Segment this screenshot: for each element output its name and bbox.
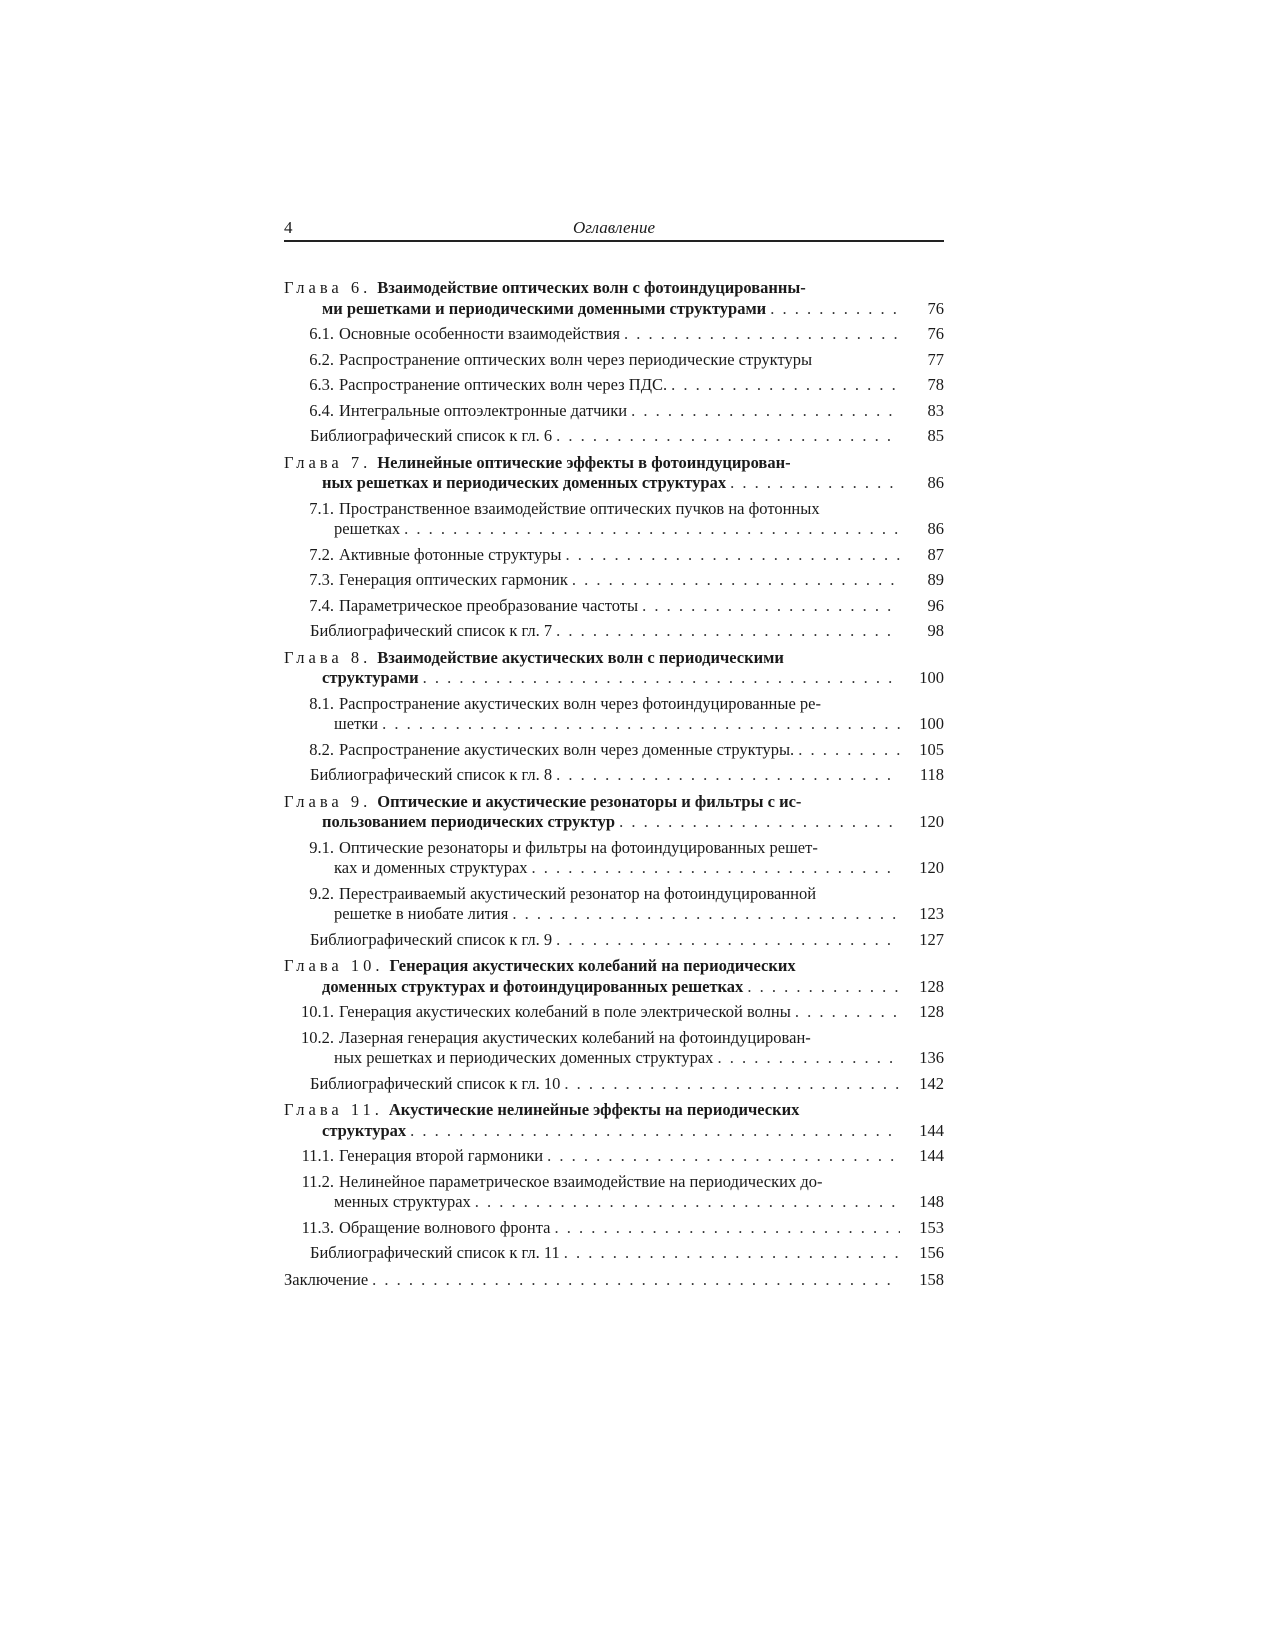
toc-section-9-2[interactable] [284,884,944,925]
chapter-6 [284,278,944,447]
chapter-prefix: Глава 7. [284,452,372,472]
bibliography-title: Библиографический список к гл. 8 [310,765,553,784]
toc-section-11-2[interactable] [284,1172,944,1213]
chapter-title-line2: пользованием периодических структур [322,812,616,831]
bibliography-title: Библиографический список к гл. 10 [310,1073,561,1093]
chapter-page: 86 [927,473,944,492]
dot-leader [564,1074,900,1095]
section-page: 120 [919,858,944,877]
dot-leader [572,570,900,591]
section-page: 96 [927,595,944,615]
dot-leader [770,299,900,320]
conclusion-title: Заключение [284,1269,369,1289]
section-number: 7.2. [309,544,334,564]
chapter-title-line1: Генерация акустических колебаний на периодических [389,956,796,975]
section-title: Распространение оптических волн через ПДС. [339,375,668,394]
bibliography-page: 142 [919,1073,944,1093]
chapter-page: 144 [919,1120,944,1140]
running-title: Оглавление [572,218,656,237]
toc-section-7-2[interactable] [284,545,944,566]
section-title-line1: Лазерная генерация акустических колебаний на фотоиндуцирован- [339,1027,811,1047]
dot-leader [717,1048,900,1069]
chapter-prefix: Глава 11. [284,1100,383,1119]
dot-leader [554,1218,900,1239]
toc-bibliography-9[interactable] [284,930,944,951]
toc-section-6-3[interactable] [284,375,944,396]
bibliography-page: 118 [919,765,944,784]
chapter-title-line1: Взаимодействие оптических волн с фотоиндуцированны- [377,278,806,297]
section-title: Основные особенности взаимодействия [339,324,620,343]
section-number: 6.3. [309,375,334,394]
bibliography-title: Библиографический список к гл. 7 [310,621,553,640]
bibliography-title: Библиографический список к гл. 11 [310,1243,560,1262]
section-page: 83 [927,400,944,420]
chapter-page: 128 [919,976,944,996]
dot-leader [512,904,900,925]
chapter-page: 100 [919,668,944,687]
section-title: Обращение волнового фронта [339,1217,551,1237]
chapter-heading[interactable] [284,278,944,319]
chapter-title-line1: Акустические нелинейные эффекты на периодических [388,1100,800,1119]
section-number: 9.1. [309,837,334,857]
toc-section-10-2[interactable] [284,1028,944,1069]
chapter-title-line2: структурах [322,1120,407,1140]
chapter-title-line1: Нелинейные оптические эффекты в фотоиндуцирован- [377,452,791,472]
toc-bibliography-8[interactable] [284,765,944,786]
toc-section-8-2[interactable] [284,740,944,761]
chapter-title-line1: Оптические и акустические резонаторы и фильтры с ис- [377,791,802,811]
section-page: 128 [919,1002,944,1021]
section-title: Активные фотонные структуры [339,544,562,564]
bibliography-page: 156 [919,1243,944,1262]
section-title-line1: Перестраиваемый акустический резонатор на фотоиндуцированной [339,883,817,903]
dot-leader [556,621,900,642]
dot-leader [795,1002,900,1023]
section-title: Генерация акустических колебаний в поле электрической волны [339,1002,791,1021]
section-title: Параметрическое преобразование частоты [339,595,639,615]
section-title: Распространение оптических волн через периодические структуры [339,349,813,369]
section-title: Генерация оптических гармоник [339,570,568,589]
bibliography-title: Библиографический список к гл. 6 [310,426,553,445]
section-number: 8.2. [309,739,334,759]
section-page: 78 [927,375,944,394]
dot-leader [556,930,900,951]
section-title-line1: Нелинейное параметрическое взаимодействие на периодических до- [339,1171,823,1191]
toc-conclusion[interactable] [284,1270,944,1291]
section-number: 9.2. [309,883,334,903]
bibliography-page: 85 [927,426,944,445]
dot-leader [372,1270,900,1291]
dot-leader [631,401,900,422]
toc-section-6-2[interactable] [284,350,944,371]
section-title-line2: шетки [334,714,379,733]
toc-section-10-1[interactable] [284,1002,944,1023]
chapter-title-line2: структурами [322,668,419,687]
bibliography-page: 127 [919,929,944,949]
toc-section-7-3[interactable] [284,570,944,591]
toc-section-7-1[interactable] [284,499,944,540]
chapter-title-line1: Взаимодействие акустических волн с периодическими [377,647,784,667]
section-number: 6.1. [309,324,334,343]
section-page: 144 [919,1146,944,1165]
chapter-prefix: Глава 6. [284,278,372,297]
chapter-title-line2: ных решетках и периодических доменных структурах [322,473,727,492]
toc-bibliography-6[interactable] [284,426,944,447]
section-title-line1: Распространение акустических волн через фотоиндуцированные ре- [339,693,821,713]
chapter-10 [284,956,944,1094]
section-title-line2: решетке в ниобате лития [334,904,509,923]
section-number: 10.1. [301,1002,334,1021]
toc-bibliography-11[interactable] [284,1243,944,1264]
dot-leader [475,1192,900,1213]
dot-leader [556,426,900,447]
section-number: 6.4. [309,400,334,420]
section-page: 136 [919,1048,944,1067]
dot-leader [410,1121,900,1142]
section-page: 77 [927,349,944,369]
section-number: 7.4. [309,595,334,615]
chapter-heading[interactable] [284,956,944,997]
toc-section-9-1[interactable] [284,838,944,879]
chapter-prefix: Глава 10. [284,956,384,975]
section-number: 10.2. [301,1027,334,1047]
dot-leader [564,1243,900,1264]
section-page: 89 [927,570,944,589]
bibliography-title: Библиографический список к гл. 9 [310,929,553,949]
chapter-prefix: Глава 8. [284,647,372,667]
section-title: Генерация второй гармоники [339,1146,544,1165]
toc-section-8-1[interactable] [284,694,944,735]
dot-leader [547,1146,900,1167]
chapter-8 [284,648,944,786]
dot-leader [565,545,900,566]
table-of-contents [284,278,944,1295]
chapter-heading[interactable] [284,648,944,689]
dot-leader [619,812,900,833]
section-number: 11.1. [301,1146,334,1165]
section-title-line2: менных структурах [334,1192,471,1211]
chapter-heading[interactable] [284,792,944,833]
section-number: 6.2. [309,349,334,369]
section-page: 86 [927,519,944,538]
dot-leader [730,473,900,494]
section-page: 76 [927,324,944,343]
section-title-line1: Пространственное взаимодействие оптических пучков на фотонных [339,498,820,518]
toc-section-11-1[interactable] [284,1146,944,1167]
chapter-page: 76 [927,298,944,318]
toc-section-11-3[interactable] [284,1218,944,1239]
toc-section-7-4[interactable] [284,596,944,617]
section-title: Распространение акустических волн через доменные структуры. [339,739,795,759]
section-number: 7.1. [309,498,334,518]
dot-leader [671,375,900,396]
dot-leader [747,977,900,998]
chapter-heading[interactable] [284,453,944,494]
dot-leader [382,714,900,735]
section-title-line1: Оптические резонаторы и фильтры на фотоиндуцированных решет- [339,837,818,857]
conclusion-page: 158 [919,1269,944,1289]
dot-leader [624,324,900,345]
chapter-9 [284,792,944,951]
toc-bibliography-7[interactable] [284,621,944,642]
section-page: 148 [919,1192,944,1211]
dot-leader [798,740,900,761]
dot-leader [642,596,900,617]
section-title-line2: ных решетках и периодических доменных структурах [334,1048,714,1067]
toc-section-6-4[interactable] [284,401,944,422]
section-number: 8.1. [309,693,334,713]
dot-leader [556,765,900,786]
dot-leader [404,519,900,540]
chapter-prefix: Глава 9. [284,791,372,811]
toc-bibliography-10[interactable] [284,1074,944,1095]
dot-leader [423,668,900,689]
chapter-title-line2: доменных структурах и фотоиндуцированных решетках [322,976,744,996]
chapter-page: 120 [919,812,944,831]
bibliography-page: 98 [927,621,944,640]
chapter-heading[interactable] [284,1100,944,1141]
section-page: 100 [919,714,944,733]
dot-leader [532,858,900,879]
section-number: 11.2. [301,1171,334,1191]
section-page: 153 [919,1217,944,1237]
section-number: 11.3. [301,1217,334,1237]
chapter-title-line2: ми решетками и периодическими доменными структурами [322,298,767,318]
page-header [284,218,944,242]
section-page: 105 [919,739,944,759]
page-number: 4 [284,218,293,237]
toc-section-6-1[interactable] [284,324,944,345]
section-page: 123 [919,904,944,923]
section-title: Интегральные оптоэлектронные датчики [339,400,628,420]
chapter-11 [284,1100,944,1264]
chapter-7 [284,453,944,642]
section-title-line2: ках и доменных структурах [334,858,528,877]
section-page: 87 [927,544,944,564]
section-number: 7.3. [309,570,334,589]
section-title-line2: решетках [334,519,401,538]
